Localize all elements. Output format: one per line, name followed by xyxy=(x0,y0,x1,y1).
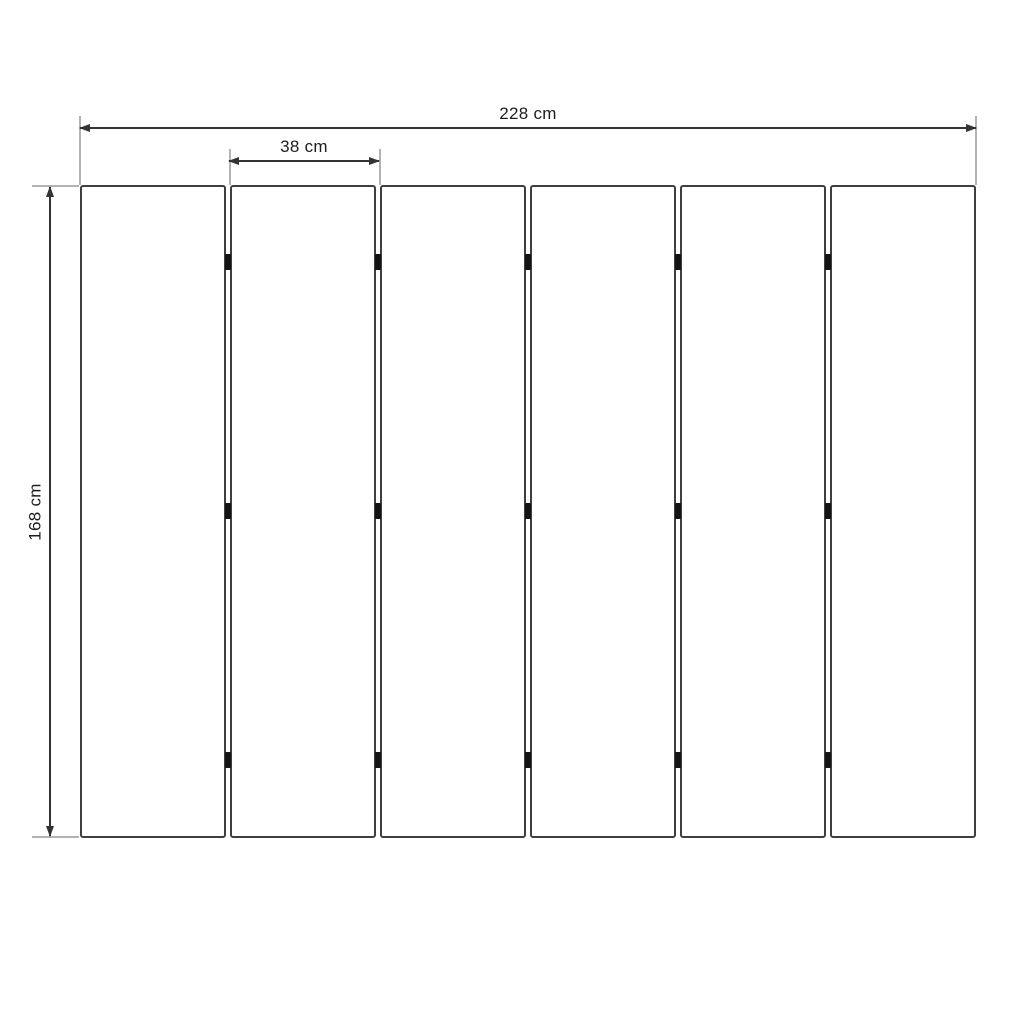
panel-3 xyxy=(380,185,526,838)
panel-4 xyxy=(530,185,676,838)
hinge-mark xyxy=(675,254,681,270)
extension-line-panel-right xyxy=(379,149,381,185)
total-width-dimension-line xyxy=(80,127,976,129)
hinge-mark xyxy=(675,503,681,519)
extension-line-panel-left xyxy=(229,149,231,185)
panel-width-dimension-line xyxy=(229,160,379,162)
hinge-mark xyxy=(675,752,681,768)
extension-line-top-horizontal xyxy=(32,185,79,187)
arrow-down-icon xyxy=(46,826,54,837)
hinge-mark xyxy=(225,503,231,519)
extension-line-bottom-horizontal xyxy=(32,836,79,838)
hinge-mark xyxy=(225,752,231,768)
hinge-mark xyxy=(525,503,531,519)
hinge-mark xyxy=(375,254,381,270)
panel-width-label: 38 cm xyxy=(280,137,328,156)
hinge-mark xyxy=(525,752,531,768)
panel-width-dimension xyxy=(229,137,379,162)
total-height-dimension xyxy=(25,187,51,836)
arrow-up-icon xyxy=(46,186,54,197)
total-height-dimension-line xyxy=(49,187,51,836)
panel-6 xyxy=(830,185,976,838)
arrow-left-icon xyxy=(228,157,239,165)
total-width-dimension xyxy=(80,104,976,129)
hinge-mark xyxy=(825,254,831,270)
hinge-mark xyxy=(825,503,831,519)
total-height-label: 168 cm xyxy=(25,482,45,541)
hinge-mark xyxy=(375,503,381,519)
hinge-mark xyxy=(525,254,531,270)
panel-5 xyxy=(680,185,826,838)
hinge-mark xyxy=(225,254,231,270)
arrow-right-icon xyxy=(369,157,380,165)
hinge-mark xyxy=(375,752,381,768)
panel-1 xyxy=(80,185,226,838)
panel-2 xyxy=(230,185,376,838)
hinge-mark xyxy=(825,752,831,768)
arrow-right-icon xyxy=(966,124,977,132)
arrow-left-icon xyxy=(79,124,90,132)
total-width-label: 228 cm xyxy=(499,104,557,123)
